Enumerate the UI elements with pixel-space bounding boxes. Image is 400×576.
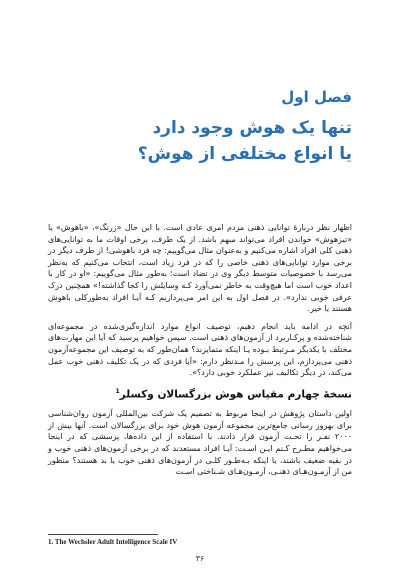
footnote-marker: 1	[115, 387, 120, 395]
footnote-divider	[48, 534, 158, 535]
second-paragraph: آنچه در ادامه باید انجام دهیم، توصیف انواع موارد اندازه‌گیری‌شده در مجموعه‌ای شناخته‌شده و پرکـاربرد از آزمون‌های ذهنی است. سپس خواهیم پرسید که آیا این مهارت‌های مختلف با یکدیگر مـرتبط بـوده یـا اینکه متمایزند؟ همان‌طور که به توصیف این مجموعه‌آزمون ذهنی می‌پردازم، این پرسش را مـدنظر دارم: «آیا فردی که در یک تکلیف ذهنی خوب عمل می‌کند، در دیگر تکالیف نیز عملکرد خوبی دارد؟».	[48, 321, 352, 378]
chapter-label: فصل اول	[281, 88, 352, 106]
section-heading	[48, 388, 352, 401]
section-paragraph: اولین داستان پژوهش در اینجا مربوط به تصمیم یک شرکت بین‌المللی آزمون روان‌شناسی برای بهروز رسانی جامع‌ترین مجموعه آزمون هوش خود برای بزرگسالان است. آنها بیش از ۲۰۰۰ نفـر را تحـت آزمون قرار دادند. با استفاده از این داده‌ها، پرسشی که در اینجا می‌خواهیم مطـرح کـنم ایـن اسـت: آیـا افراد مستعدند که در برخی آزمون‌های ذهنی خوب و در بقیه ضعیف باشند، یا اینکه بـه‌طـور کلـی در آزمون‌های ذهنی خوب یا بد هستند؟ منظور من از آزمـون‌هـای ذهنـی، آزمـون‌هـای شـناختی اسـت	[48, 409, 352, 477]
footnote: 1. The Wechsler Adult Intelligence Scale IV	[48, 538, 178, 546]
chapter-title-line-1: تنها یک هوش وجود دارد	[152, 118, 352, 138]
body-text	[48, 222, 352, 482]
chapter-title	[42, 115, 352, 167]
chapter-title-line-2: یا انواع مختلفی از هوش؟	[137, 144, 352, 164]
intro-paragraph: اظهار نظر دربارهٔ توانایی ذهنی مردم امری عادی است. با این حال «زرنگ»، «باهوش» یا «تیزهوش» خواندن افراد می‌تواند مبهم باشد. از یک طرف، برخی اوقات ما به توانایی‌های ذهنی کلی افراد اشاره می‌کنیم و به‌عنوان مثال می‌گوییم: چه فرد باهوشی! از طرف دیگر در برخی موارد توانایی‌های ذهنی خاصی را که در فرد زیاد است، انتخاب می‌کنیم که به‌نظر می‌رسد با خصوصیات متوسط دیگر وی در تضاد است؛ به‌طور مثال می‌گوییم: «او در کار با اعداد خوب است اما هیچ‌وقت به خاطر نمی‌آورد کـه وسایلش را کجا گذاشته!» همچنین درک عرفی خوبی ندارد». در فصل اول به این امر می‌پردازیم کـه آیـا افراد به‌طورکلی باهوش هستند یا خیر.	[48, 223, 352, 314]
section-heading-text: نسخهٔ چهارم مقیاس هوش بزرگسالان وکسلر	[119, 388, 352, 401]
page-number: ۳۶	[195, 554, 205, 563]
